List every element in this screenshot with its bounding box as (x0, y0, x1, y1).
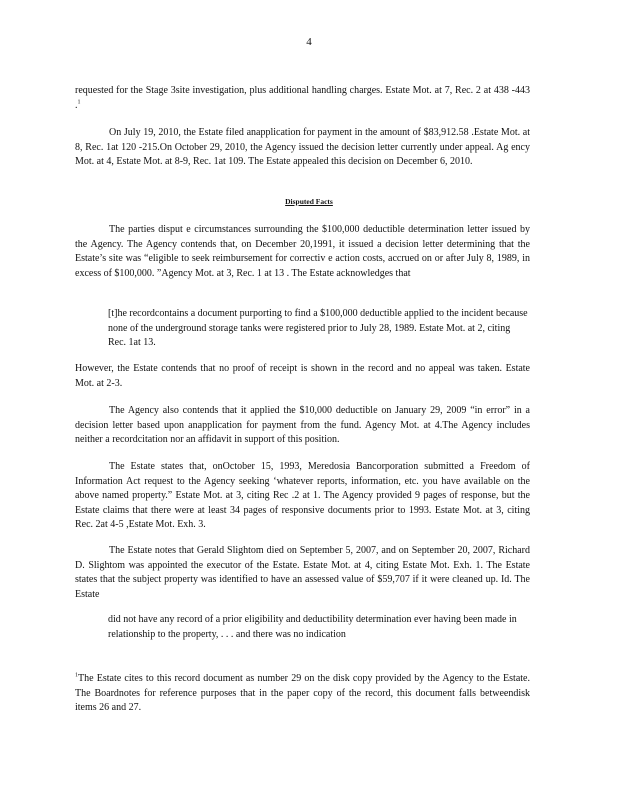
footnote-text: The Estate cites to this record document as number 29 on the disk copy provided by the Agency to the Estate. The Boardnotes for reference purposes that in the paper copy of the record, this document falls betweendisk items 26 and 27. (75, 673, 530, 713)
paragraph-3: The parties disput e circumstances surrounding the $100,000 deductible determination letter issued by the Agency. The Agency contends that, on December 20,1991, it issued a decision letter determining that the Estate’s site was “eligible to seek reimbursement for correctiv e action costs, accrued on or after July 8, 1989, in excess of $100,000. ”Agency Mot. at 3, Rec. 1 at 13 . The Estate acknowledges that (75, 224, 530, 279)
paragraph-5: The Agency also contends that it applied the $10,000 deductible on January 29, 2009 “in error” in a decision letter based upon anapplication for payment from the fund. Agency Mot. at 4.The Agency includes neither a recordcitation nor an affidavit in support of this position. (75, 405, 530, 445)
page-number: 4 (306, 36, 312, 48)
footnote (75, 672, 530, 716)
footnote-divider (75, 664, 225, 665)
paragraph-1-text: requested for the Stage 3site investigation, plus additional handling charges. Estate Mot. at 7, Rec. 2 at 438 -443 . (75, 85, 530, 111)
paragraph-4: However, the Estate contends that no proof of receipt is shown in the record and no appeal was taken. Estate Mot. at 2-3. (75, 363, 530, 389)
section-heading-text: Disputed Facts (285, 197, 333, 206)
block-quote-2: did not have any record of a prior eligibility and deductibility determination ever having been made in relationship to the property, . . . and there was no indication (108, 614, 517, 640)
footnote-reference: 1 (77, 99, 81, 106)
paragraph-6: The Estate states that, onOctober 15, 1993, Meredosia Bancorporation submitted a Freedom of Information Act request to the Agency seeking ‘whatever reports, information, etc. you have available on the above named property.” Estate Mot. at 3, citing Rec .2 at 1. The Agency provided 9 pages of response, but the Estate claims that there were at least 34 pages of responsive documents prior to 1993. Estate Mot. at 3, citing Rec. 2at 4-5 ,Estate Mot. Exh. 3. (75, 461, 530, 530)
section-heading (0, 197, 618, 206)
block-quote-1: [t]he recordcontains a document purporting to find a $100,000 deductible applied to the incident because none of the underground storage tanks were registered prior to July 28, 1989. Estate Mot. at 2, citing Rec. 1at 13. (108, 308, 528, 348)
paragraph-1 (75, 84, 530, 113)
paragraph-2: On July 19, 2010, the Estate filed anapplication for payment in the amount of $83,912.58 .Estate Mot. at 8, Rec. 1at 120 -215.On October 29, 2010, the Agency issued the decision letter currently under appeal. Ag ency Mot. at 4, Estate Mot. at 8-9, Rec. 1at 109. The Estate appealed this decision on December 6, 2010. (75, 127, 530, 167)
footnote-marker: 1 (75, 672, 78, 679)
paragraph-7: The Estate notes that Gerald Slightom died on September 5, 2007, and on September 20, 2007, Richard D. Slightom was appointed the executor of the Estate. Estate Mot. at 4, citing Estate Mot. Exh. 1. The Estate states that the subject property was identified to have an assessed value of $59,707 if it were cleaned up. Id. The Estate (75, 545, 530, 600)
